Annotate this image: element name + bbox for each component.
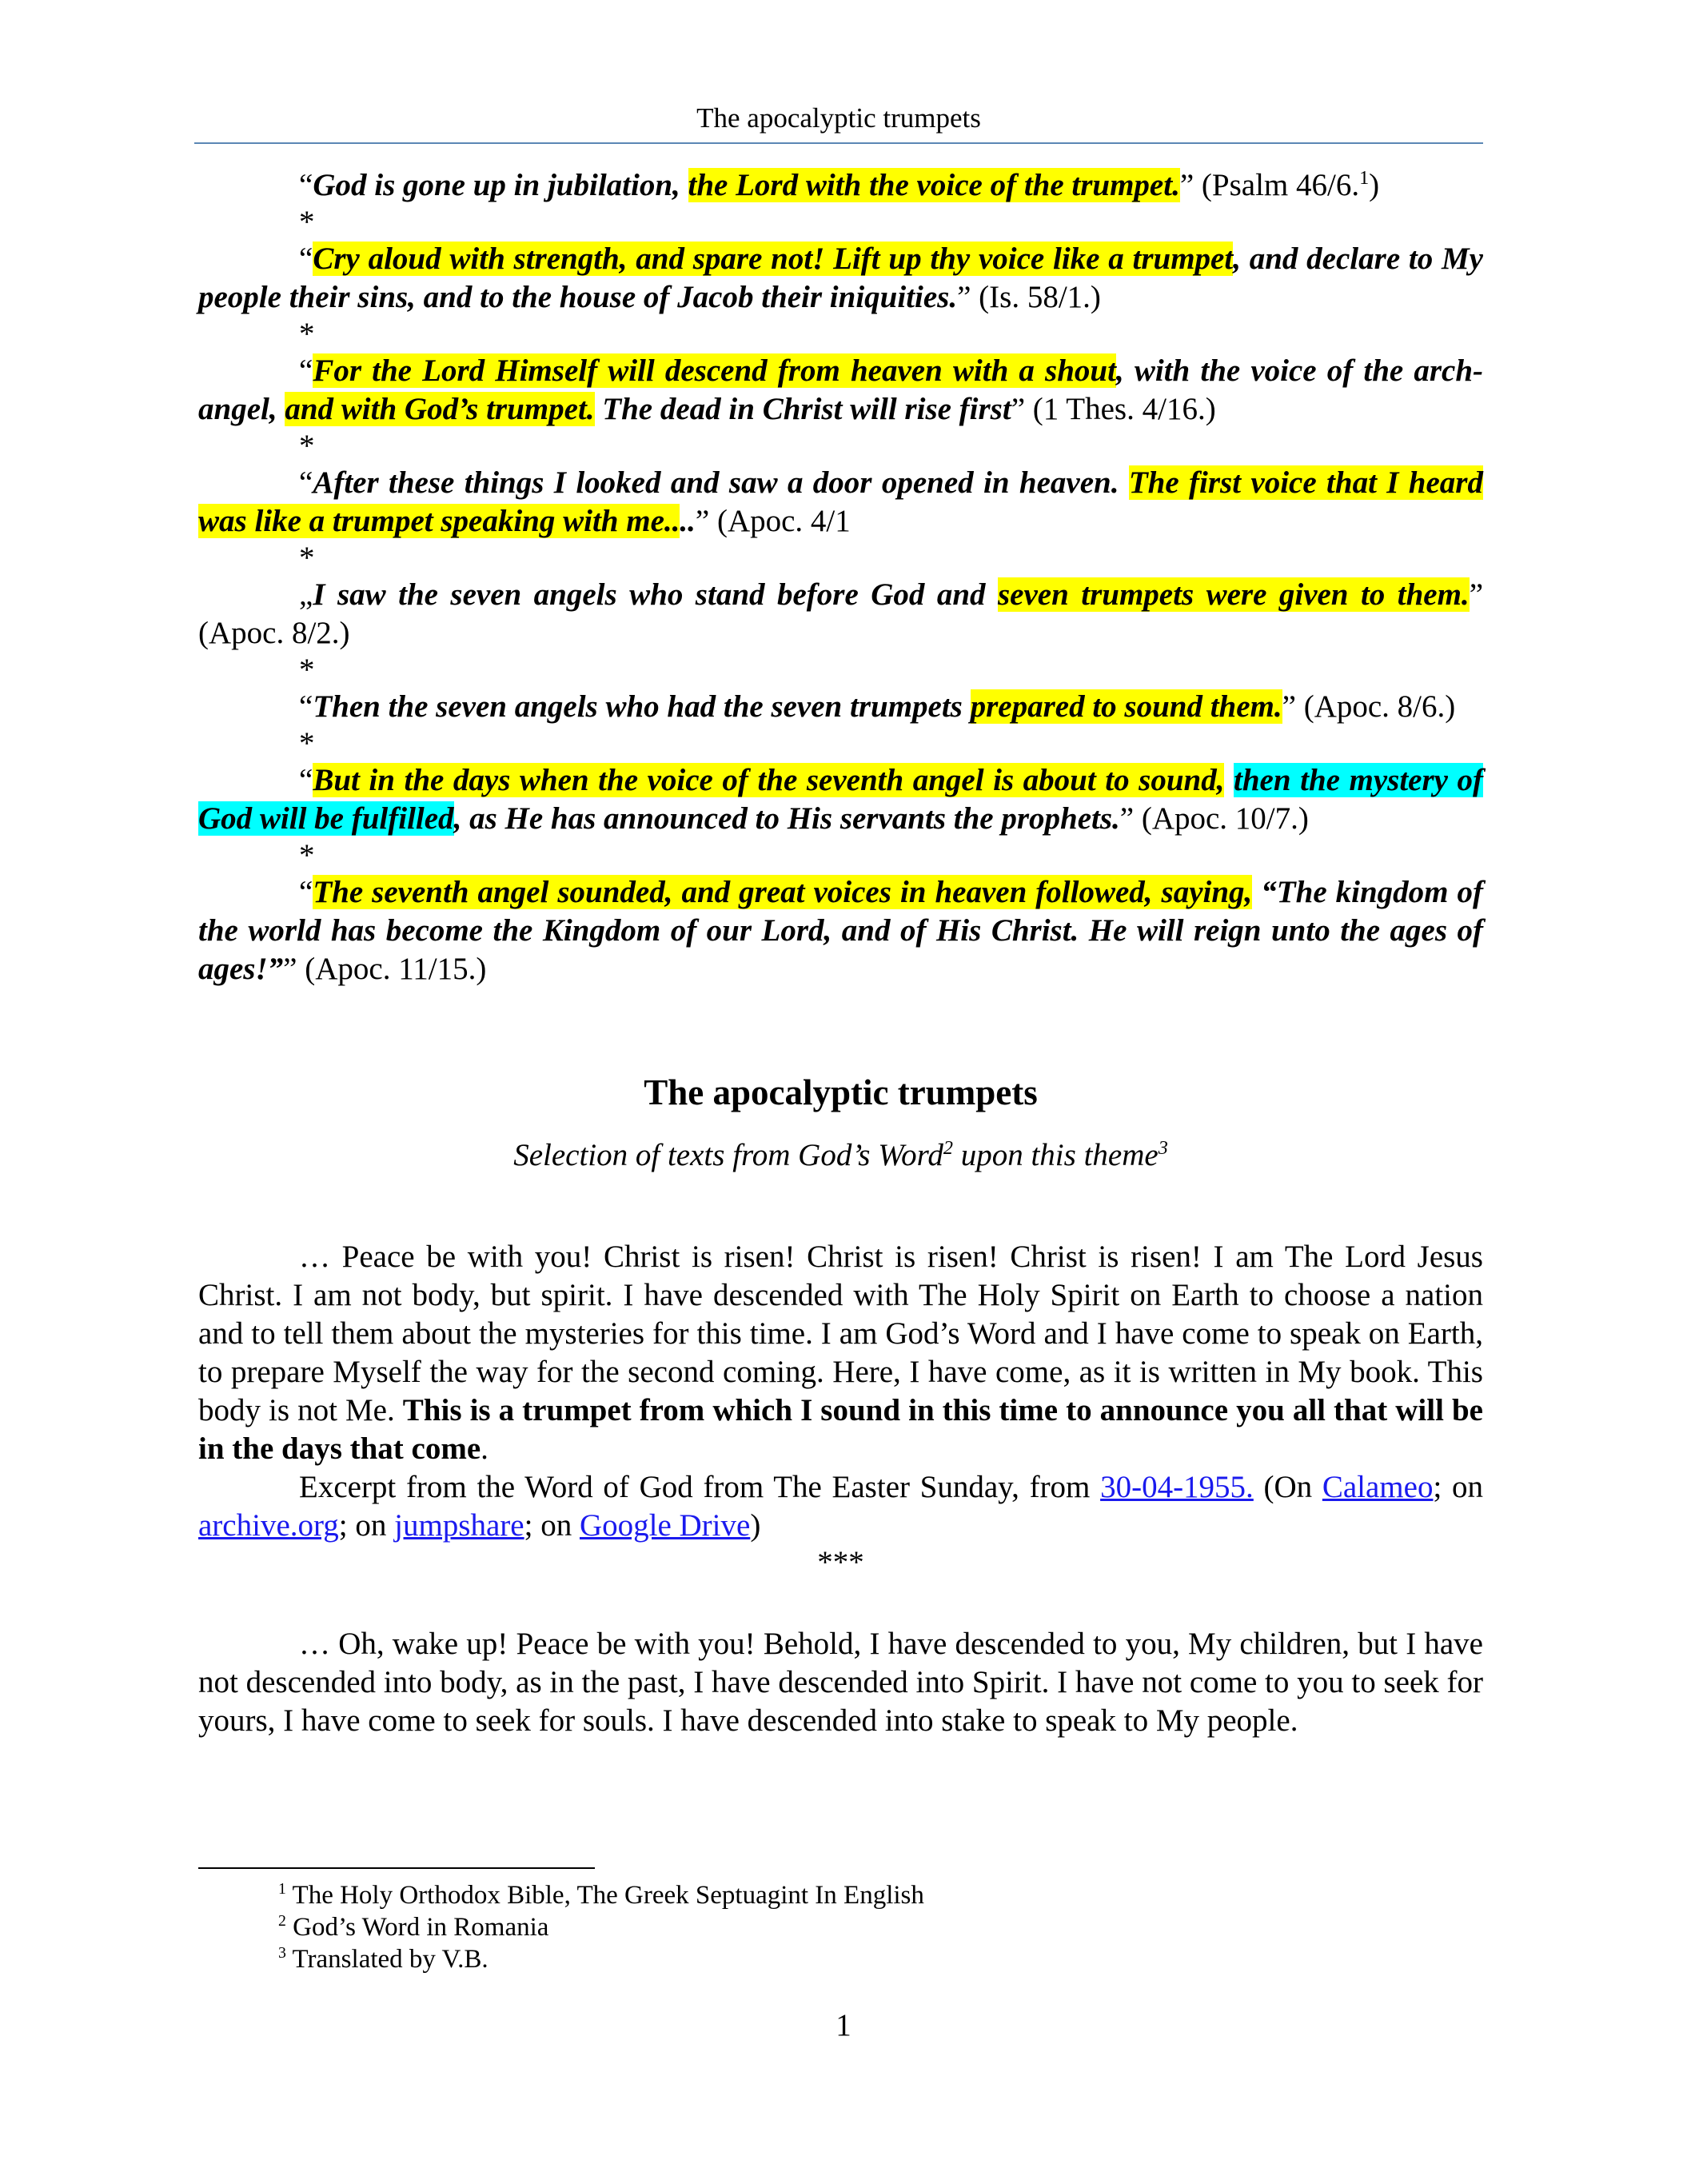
quote-text: “The kingdom of the world has become the Kingdom of our Lord, and of His Christ. He will reign unto the ages of ages!” [198,875,1483,986]
highlighted-text: seven trumpets were given to them. [998,577,1470,612]
separator-star: * [299,541,315,575]
scripture-reference: (Apoc. 8/6.) [1295,689,1456,724]
paragraph-wake-up: … Oh, wake up! Peace be with you! Behold, I have descended to you, My children, but I have not descended into body, as in the past, I have descended into Spirit. I have not come to you to seek for yours, I have come to seek for souls. I have descended into stake to speak to My people. [198,1627,1483,1738]
separator-star: * [299,726,315,761]
quote-text: Then the seven angels who had the seven trumpets [313,689,971,724]
highlighted-text: the Lord with the voice of the trumpet. [688,168,1180,202]
archive-link[interactable]: archive.org [198,1508,339,1543]
open-quote: “ [299,242,313,276]
footnote-number: 3 [278,1944,286,1962]
open-quote: “ [299,875,313,909]
excerpt-text: ) [750,1508,761,1543]
footnote-rule [198,1867,595,1869]
open-quote: “ [299,353,313,388]
scripture-quote [198,166,1483,205]
section-title: The apocalyptic trumpets [644,1072,1038,1112]
scripture-quote [198,761,1483,838]
open-quote: “ [299,689,313,724]
document-body [198,166,1483,1740]
quote-text: , and declare to My people their sins, and to the house of Jacob their iniquities. [198,242,1483,314]
scripture-quote [198,576,1483,653]
close-quote: ” [1282,689,1296,724]
paragraph-easter [198,1238,1483,1468]
excerpt-text: ; on [524,1508,580,1543]
quote-text: After these things I looked and saw a door opened in heaven. [313,465,1129,500]
scripture-quote [198,688,1483,726]
subtitle-text: upon this theme [952,1138,1159,1172]
calameo-link[interactable]: Calameo [1322,1470,1434,1504]
highlighted-text: For the Lord Himself will descend from heaven with a shout [313,353,1116,388]
quote-text: God is gone up in jubilation, [313,168,688,202]
google-drive-link[interactable]: Google Drive [579,1508,751,1543]
quote-text: The dead in Christ will rise first [594,392,1011,426]
footnote-text: Translated by V.B. [285,1945,489,1974]
paragraph-bold-text: This is a trumpet from which I sound in this time to announce you all that will be in the days that come [198,1393,1483,1466]
separator-star: * [299,205,315,239]
quote-text: I saw the seven angels who stand before God and [313,577,998,612]
scripture-quote [198,352,1483,429]
close-quote: ” [1179,168,1194,202]
close-quote: ” [957,280,971,314]
footnote-number: 1 [278,1880,286,1898]
separator-star: * [299,838,315,872]
highlighted-text: The first voice that I heard was like a trumpet speaking with me.. [198,465,1483,538]
footnote-text: God’s Word in Romania [285,1913,549,1942]
quote-text: , with the voice of the arch-angel, [198,353,1484,426]
excerpt-line [198,1468,1483,1545]
jumpshare-link[interactable]: jumpshare [394,1508,524,1543]
section-subtitle [198,1136,1483,1176]
scripture-quote [198,464,1483,541]
footnotes [278,1879,924,1975]
close-quote: ” [695,504,710,538]
reference-end: ) [1369,168,1380,202]
scripture-reference: (Apoc. 11/15.) [297,952,487,986]
close-quote: ” [1119,801,1135,836]
scripture-reference: (1 Thes. 4/16.) [1025,392,1216,426]
open-quote: “ [299,465,313,500]
paragraph-text: … Peace be with you! Christ is risen! Christ is risen! Christ is risen! I am The Lord Jesus Christ. I am not body, but spirit. I have descended with The Holy Spirit on Earth to choose a nation and to tell them about the mysteries for this time. I am God’s Word and I have come to speak on Earth, to prepare Myself the way for the second coming. Here, I have come, as it is written in My book. This body is not Me. [198,1240,1483,1427]
running-header: The apocalyptic trumpets [194,96,1483,144]
scripture-quote [198,240,1483,317]
paragraph-end: . [481,1431,489,1466]
open-quote: „ [299,577,313,612]
subtitle-text: Selection of texts from God’s Word [513,1138,943,1172]
footnote [278,1943,924,1975]
quote-text: .. [680,504,696,538]
footnote [278,1911,924,1943]
footnote-ref[interactable]: 1 [1359,167,1370,189]
separator-star: * [299,429,315,463]
separator-star: * [299,317,315,351]
open-quote: “ [299,168,313,202]
footnote-text: The Holy Orthodox Bible, The Greek Septuagint In English [285,1881,924,1910]
scripture-reference: (Apoc. 4/1 [709,504,851,538]
excerpt-text: ; on [338,1508,395,1543]
highlighted-text: prepared to sound them. [970,689,1282,724]
close-quote: ” [283,952,297,986]
highlighted-text: But in the days when the voice of the seventh angel is about to sound, [313,763,1225,797]
scripture-reference: (Psalm 46/6. [1194,168,1360,202]
highlighted-text: then the mystery of God will be fulfilled [198,763,1484,836]
highlighted-text: The seventh angel sounded, and great voices in heaven followed, saying, [313,875,1253,909]
scripture-reference: (Apoc. 8/2.) [198,616,350,650]
page-number: 1 [836,2008,851,2042]
highlighted-text: and with God’s trumpet. [285,392,595,426]
footnote [278,1879,924,1911]
scripture-quotes [198,166,1483,988]
footnote-ref[interactable]: 2 [943,1137,953,1159]
scripture-reference: (Apoc. 10/7.) [1134,801,1309,836]
quote-text: , as He has announced to His servants the prophets. [453,801,1120,836]
section-separator: *** [817,1545,864,1579]
scripture-quote [198,873,1483,988]
separator-star: * [299,653,315,687]
excerpt-text: ; on [1433,1470,1483,1504]
excerpt-text: Excerpt from the Word of God from The Easter Sunday, from [299,1470,1101,1504]
quote-text [1224,763,1234,797]
date-link[interactable]: 30-04-1955. [1100,1470,1254,1504]
close-quote: ” [1011,392,1026,426]
open-quote: “ [299,763,313,797]
close-quote: ” [1469,577,1483,612]
footnote-ref[interactable]: 3 [1158,1137,1168,1159]
footnote-number: 2 [278,1912,286,1930]
excerpt-text: (On [1253,1470,1322,1504]
highlighted-text: Cry aloud with strength, and spare not! Lift up thy voice like a trumpet [313,242,1234,276]
scripture-reference: (Is. 58/1.) [971,280,1101,314]
